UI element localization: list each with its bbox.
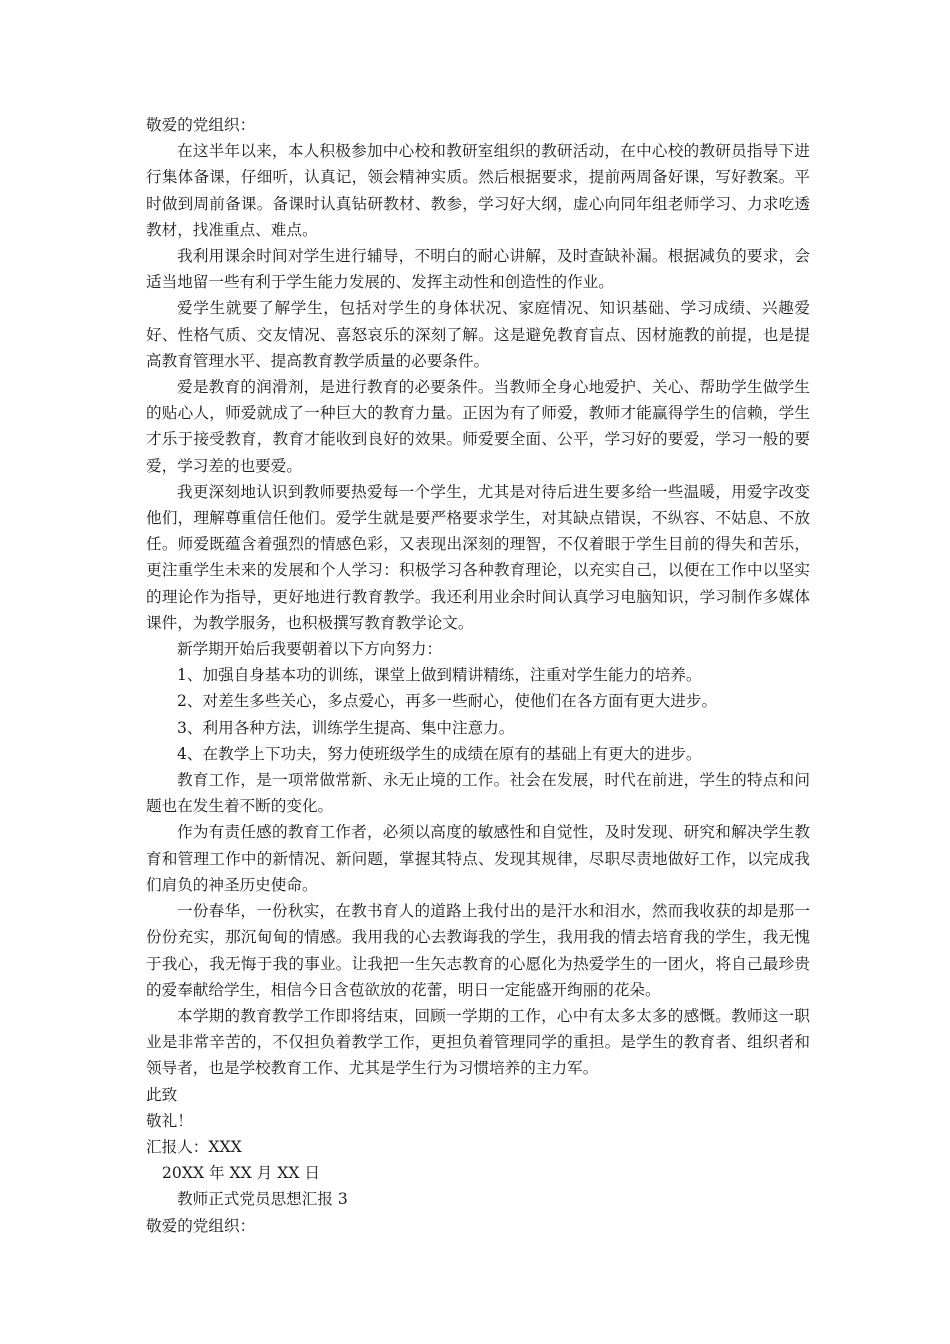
paragraph: 我更深刻地认识到教师要热爱每一个学生，尤其是对待后进生要多给一些温暖，用爱字改变他们，理解尊重信任他们。爱学生就是要严格要求学生，对其缺点错误，不纵容、不姑息、不放任。师爱既蕴含着强烈的情感色彩，又表现出深刻的理智，不仅着眼于学生目前的得失和苦乐，更注重学生未来的发展和个人学习：积极学习各种教育理论，以充实自己，以便在工作中以坚实的理论作为指导，更好地进行教育教学。我还利用业余时间认真学习电脑知识，学习制作多媒体课件，为教学服务，也积极撰写教育教学论文。 — [146, 482, 810, 632]
list-item: 4、在教学上下功夫，努力使班级学生的成绩在原有的基础上有更大的进步。 — [177, 744, 702, 763]
list-item: 3、利用各种方法，训练学生提高、集中注意力。 — [177, 718, 515, 737]
paragraph: 本学期的教育教学工作即将结束，回顾一学期的工作，心中有太多太多的感慨。教师这一职业是非常辛苦的，不仅担负着教学工作，更担负着管理同学的重担。是学生的教育者、组织者和领导者，也是学校教育工作、尤其是学生行为习惯培养的主力军。 — [146, 1006, 810, 1078]
reporter-name: 汇报人：XXX — [146, 1137, 242, 1156]
list-item: 2、对差生多些关心，多点爱心，再多一些耐心，使他们在各方面有更大进步。 — [177, 692, 718, 711]
paragraph: 新学期开始后我要朝着以下方向努力： — [177, 640, 443, 659]
paragraph: 教育工作，是一项常做常新、永无止境的工作。社会在发展，时代在前进，学生的特点和问题也在发生着不断的变化。 — [146, 771, 810, 816]
closing-greeting: 此致 — [146, 1085, 178, 1104]
document-body — [146, 112, 810, 1239]
next-salutation: 敬爱的党组织： — [146, 1216, 256, 1235]
paragraph: 爱学生就要了解学生，包括对学生的身体状况、家庭情况、知识基础、学习成绩、兴趣爱好、性格气质、交友情况、喜怒哀乐的深刻了解。这是避免教育盲点、因材施教的前提，也是提高教育管理水平、提高教育教学质量的必要条件。 — [146, 299, 810, 370]
paragraph: 我利用课余时间对学生进行辅导，不明白的耐心讲解，及时查缺补漏。根据减负的要求，会适当地留一些有利于学生能力发展的、发挥主动性和创造性的作业。 — [146, 247, 810, 292]
paragraph: 在这半年以来，本人积极参加中心校和教研室组织的教研活动，在中心校的教研员指导下进行集体备课，仔细听，认真记，领会精神实质。然后根据要求，提前两周备好课，写好教案。平时做到周前备课。备课时认真钻研教材、教参，学习好大纲，虚心向同年组老师学习、力求吃透教材，找准重点、难点。 — [146, 142, 810, 239]
list-item: 1、加强自身基本功的训练，课堂上做到精讲精练，注重对学生能力的培养。 — [177, 666, 702, 685]
next-section-title: 教师正式党员思想汇报 3 — [177, 1190, 348, 1209]
salutation: 敬爱的党组织： — [146, 116, 256, 134]
report-date: 20XX 年 XX 月 XX 日 — [162, 1164, 321, 1183]
closing-salute: 敬礼！ — [146, 1111, 193, 1130]
paragraph: 作为有责任感的教育工作者，必须以高度的敏感性和自觉性，及时发现、研究和解决学生教育和管理工作中的新情况、新问题，掌握其特点、发现其规律，尽职尽责地做好工作，以完成我们肩负的神圣历史使命。 — [146, 823, 810, 894]
paragraph: 爱是教育的润滑剂，是进行教育的必要条件。当教师全身心地爱护、关心、帮助学生做学生的贴心人，师爱就成了一种巨大的教育力量。正因为有了师爱，教师才能赢得学生的信赖，学生才乐于接受教育，教育才能收到良好的效果。师爱要全面、公平，学习好的要爱，学习一般的要爱，学习差的也要爱。 — [146, 378, 810, 475]
paragraph: 一份春华，一份秋实，在教书育人的道路上我付出的是汗水和泪水，然而我收获的却是那一份份充实，那沉甸甸的情感。我用我的心去教诲我的学生，我用我的情去培育我的学生，我无愧于我心，我无悔于我的事业。让我把一生矢志教育的心愿化为热爱学生的一团火，将自己最珍贵的爱奉献给学生，相信今日含苞欲放的花蕾，明日一定能盛开绚丽的花朵。 — [146, 902, 810, 999]
